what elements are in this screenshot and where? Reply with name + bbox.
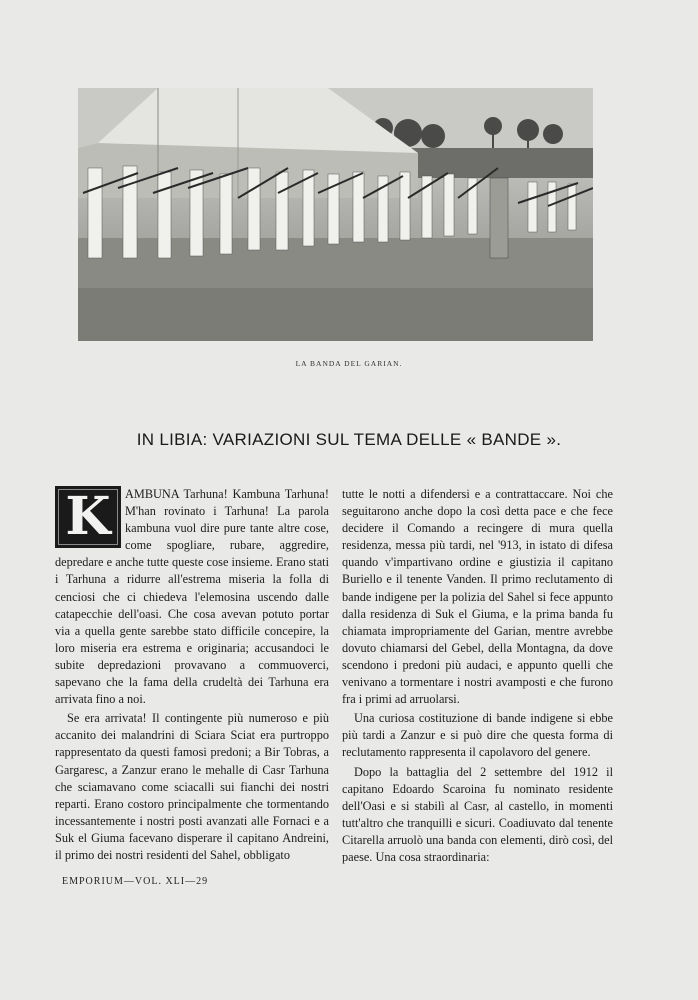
paragraph: Una curiosa costituzione di bande indigene si ebbe più tardi a Zanzur e si può dire che questa forma di reclutamento rappresenta il capolavoro del genere. bbox=[342, 711, 613, 760]
photo-caption: LA BANDA DEL GARIAN. bbox=[295, 359, 403, 368]
paragraph: AMBUNA Tarhuna! Kambuna Tarhuna! M'han rovinato i Tarhuna! La parola kambuna vuol dire pure tante altre cose, come spogliare, rubare, aggredire, depredare e anche tutte queste cose insieme. Erano stati i Tarhuna a ridurre all'estrema miseria la folla di cenciosi che ci chiedeva l'elemosina uscendo dalle catapecchie dell'oasi. Che cosa avevan potuto portar via a quella gente sarebbe stato difficile concepire, la loro miseria era estrema e originaria; accusandoci le subite depredazioni provavano a commuoverci, sapevano che la fama della crudeltà dei Tarhuna era arrivata fino a noi. bbox=[55, 487, 329, 707]
paragraph: Se era arrivata! Il contingente più numeroso e più accanito dei malandrini di Sciara Sciat era purtroppo rappresentato da questi famosi predoni; a Bir Tobras, a Gargaresc, a Zanzur erano le mehalle di Casr Tarhuna che sciamavano come sciacalli sui fianchi dei nostri reparti. Erano costoro principalmente che tormentando incessantemente i nostri posti avanzati alle Fornaci e a Suk el Giuma facevano disperare il capitano Andreini, il primo dei nostri residenti del Sahel, obbligato bbox=[55, 711, 329, 862]
paragraph: tutte le notti a difendersi e a contrattaccare. Noi che seguitarono anche dopo la così detta pace e che fece decidere il Comando a recingere di mura quella residenza, messa più tardi, nel '913, in istato di difesa quando v'impartivano ordine e giustizia il capitano Buriello e il tenente Vanden. Il primo reclutamento di bande indigene per la polizia del Sahel si fece appunto dalla residenza di Suk el Giuma, e la prima banda fu chiamata impropriamente del Garian, mentre avrebbe dovuto chiamarsi del Gebel, della Montagna, da dove scendono i predoni più audaci, e appunto quelli che venivano a tormentare i nostri avamposti e che furono fra i primi ad arruolarsi. bbox=[342, 487, 613, 707]
photo-band-del-garian bbox=[78, 88, 593, 341]
right-column bbox=[342, 486, 613, 866]
page-footer: EMPORIUM—VOL. XLI—29 bbox=[62, 876, 209, 887]
article-title: IN LIBIA: VARIAZIONI SUL TEMA DELLE « BANDE ». bbox=[136, 430, 562, 449]
paragraph: Dopo la battaglia del 2 settembre del 1912 il capitano Edoardo Scaroina fu nominato residente dell'Oasi e si stabilì al Casr, al castello, in momenti tutt'altro che tranquilli e sicuri. Coadiuvato dal tenente Citarella arruolò una banda con elementi, dirò così, del paese. Una cosa straordinaria: bbox=[342, 764, 613, 864]
dropcap-letter: K bbox=[65, 486, 111, 547]
photo-illustration bbox=[78, 88, 593, 341]
dropcap-ornament bbox=[55, 486, 121, 548]
left-column bbox=[55, 486, 329, 864]
